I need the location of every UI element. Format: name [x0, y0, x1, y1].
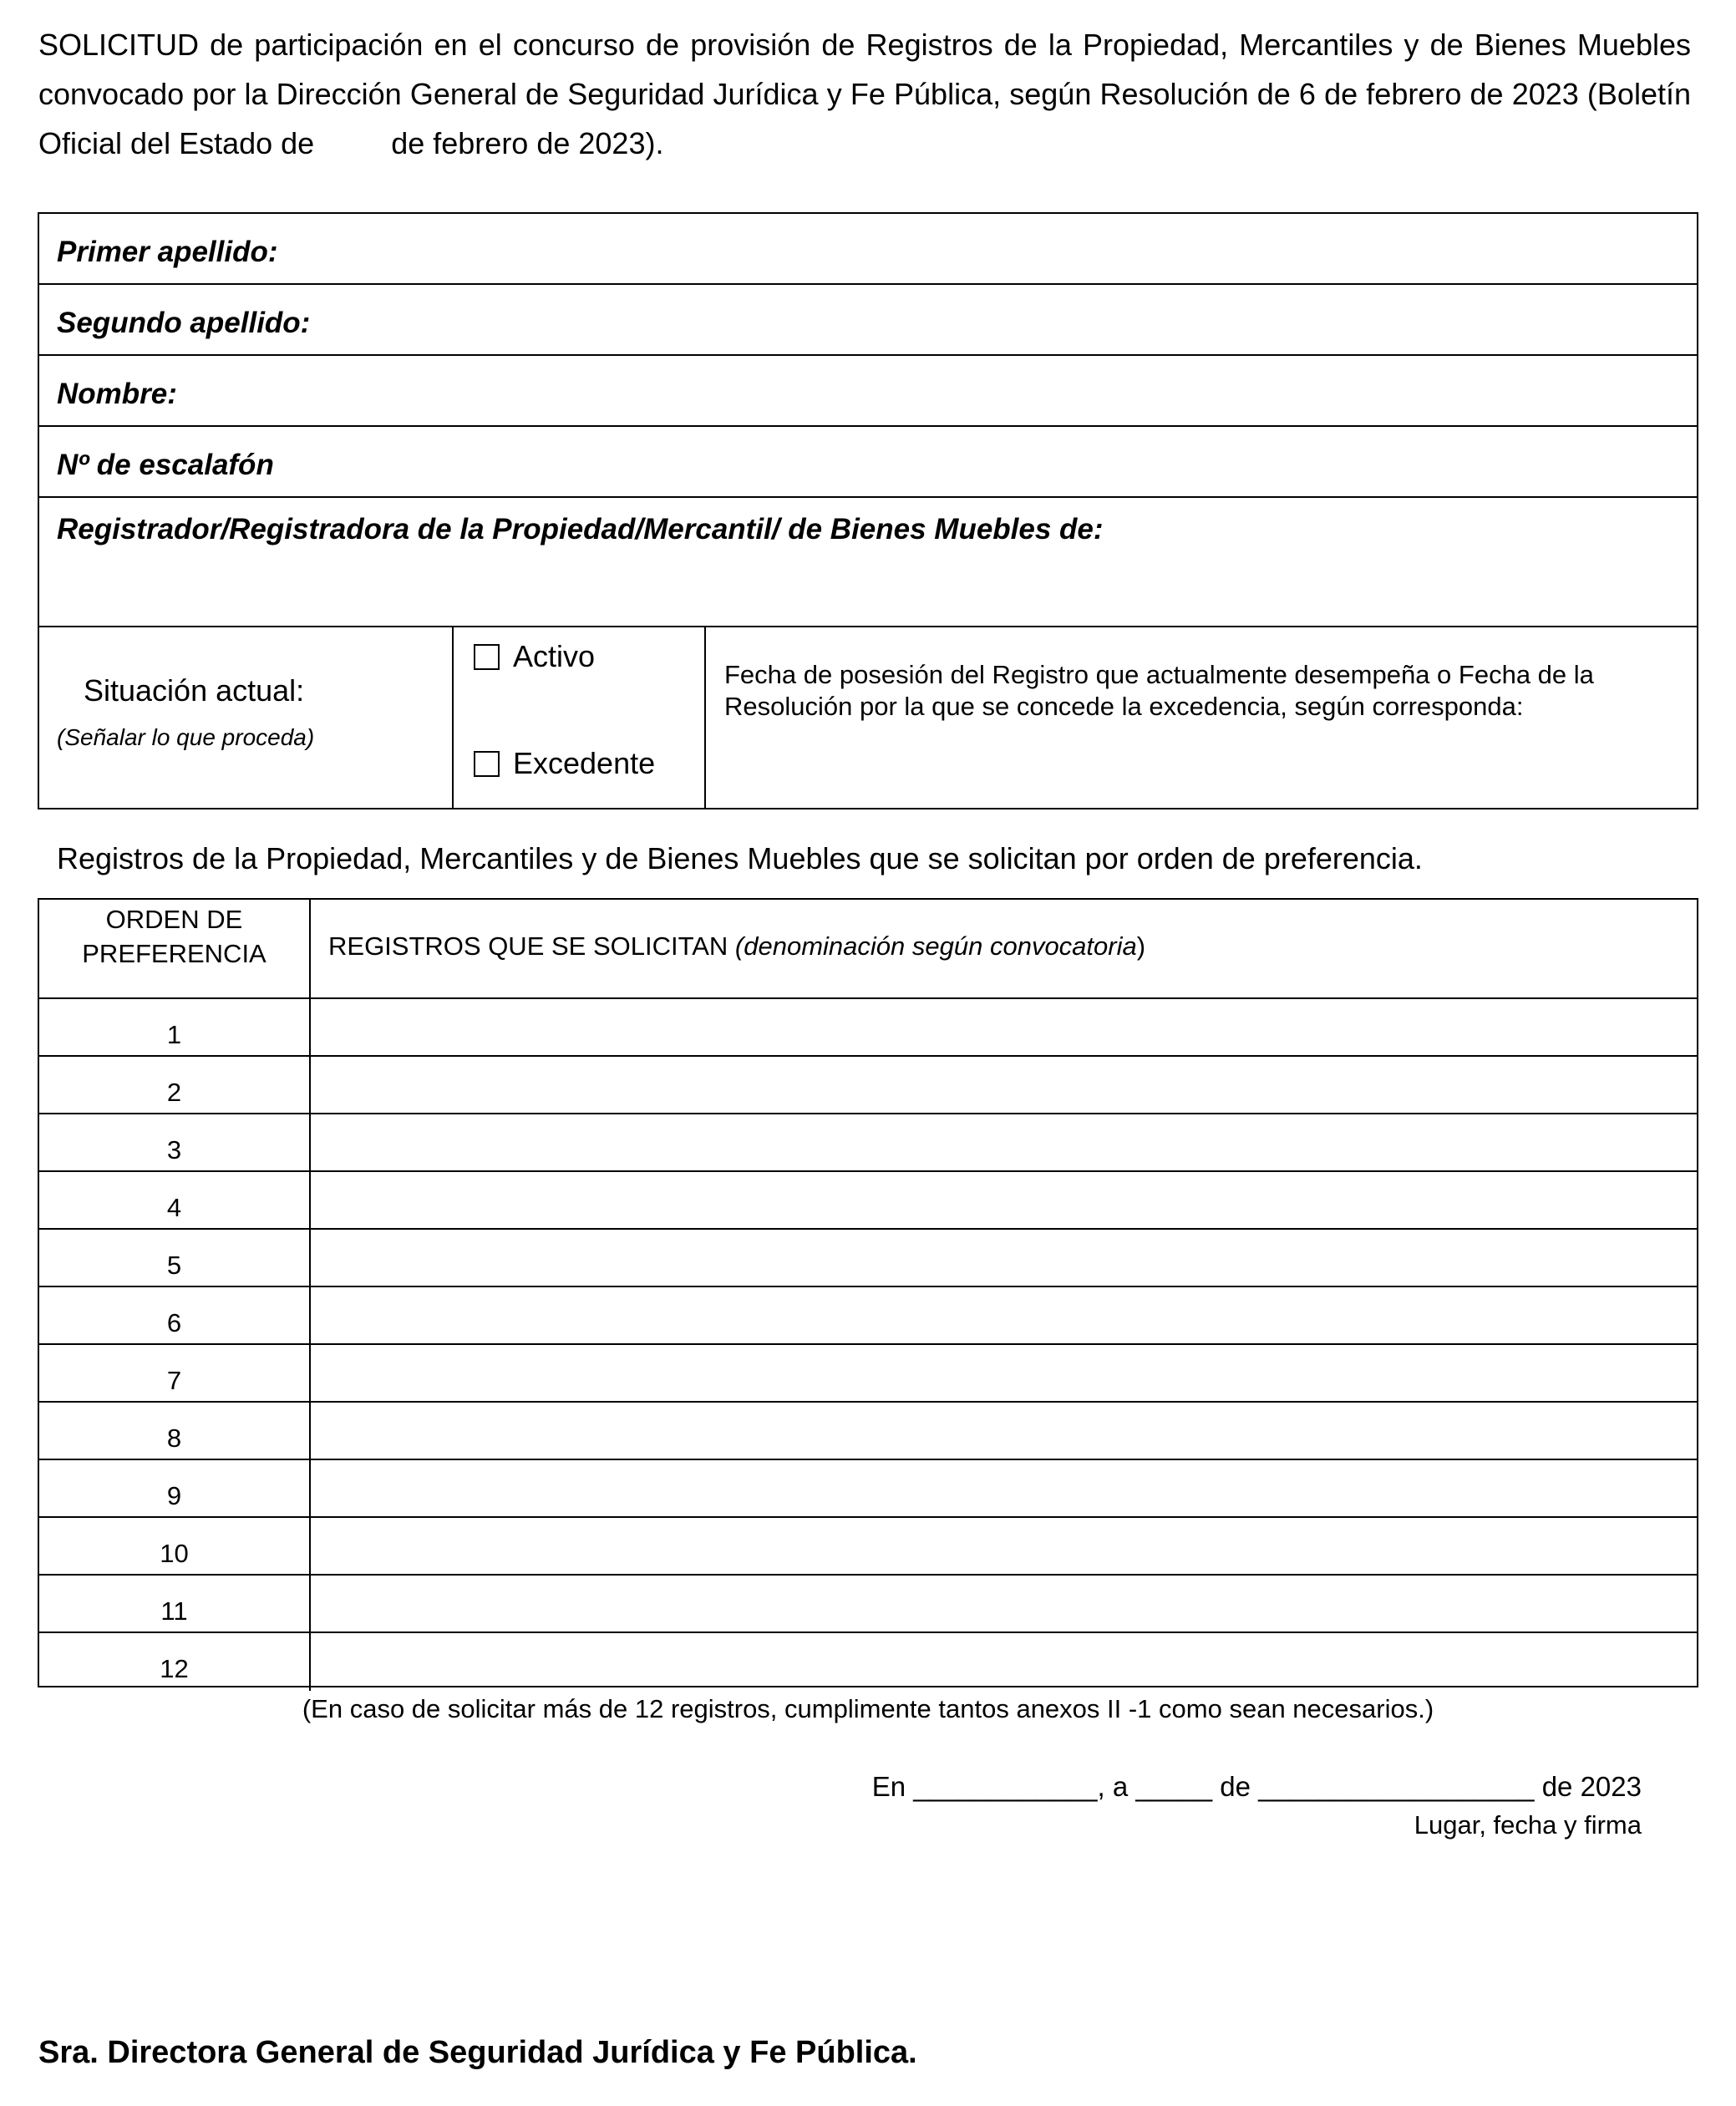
table-header — [39, 900, 1697, 999]
col-registros-label: REGISTROS QUE SE SOLICITAN — [328, 931, 728, 961]
primer-apellido-field[interactable] — [39, 214, 1697, 285]
table-row — [39, 1057, 1697, 1114]
excedente-label: Excedente — [513, 746, 656, 780]
table-row — [39, 1114, 1697, 1172]
nombre-field[interactable] — [39, 356, 1697, 427]
registro-entry-cell[interactable] — [311, 1114, 1697, 1170]
fecha-cell[interactable] — [706, 627, 1697, 808]
table-row — [39, 1576, 1697, 1633]
registrador-field[interactable] — [39, 498, 1697, 627]
col-orden-line1: ORDEN DE — [105, 905, 243, 934]
registro-entry-cell[interactable] — [311, 1576, 1697, 1632]
situacion-label-cell — [39, 627, 454, 808]
signature-block — [872, 1768, 1642, 1845]
registro-entry-cell[interactable] — [311, 1287, 1697, 1343]
row-number: 5 — [39, 1230, 311, 1286]
registros-title: Registros de la Propiedad, Mercantiles y de Bienes Muebles que se solicitan por orden de preferencia. — [57, 841, 1423, 875]
situacion-row — [39, 627, 1697, 808]
registrador-label: Registrador/Registradora de la Propiedad/Mercantil/ de Bienes Muebles de: — [57, 513, 1104, 546]
table-row — [39, 1403, 1697, 1460]
table-row — [39, 1518, 1697, 1576]
addressee: Sra. Directora General de Seguridad Jurídica y Fe Pública. — [38, 2035, 917, 2070]
table-row — [39, 1230, 1697, 1287]
col-orden-line2: PREFERENCIA — [82, 939, 266, 968]
row-number: 1 — [39, 999, 311, 1055]
intro-text-end: de febrero de 2023). — [391, 126, 664, 160]
intro-paragraph — [38, 20, 1691, 168]
signature-line[interactable]: En ____________, a _____ de __________________ de 2023 — [871, 1771, 1642, 1802]
registro-entry-cell[interactable] — [311, 1633, 1697, 1691]
registro-entry-cell[interactable] — [311, 1403, 1697, 1459]
segundo-apellido-label: Segundo apellido: — [57, 307, 311, 339]
situacion-options-cell — [454, 627, 706, 808]
row-number: 10 — [39, 1518, 311, 1574]
col-registros-close: ) — [1136, 931, 1146, 961]
row-number: 12 — [39, 1633, 311, 1691]
col-registros-header — [328, 931, 1145, 962]
nombre-label: Nombre: — [57, 378, 177, 410]
table-row — [39, 999, 1697, 1057]
segundo-apellido-field[interactable] — [39, 285, 1697, 356]
registro-entry-cell[interactable] — [311, 999, 1697, 1055]
registro-entry-cell[interactable] — [311, 1057, 1697, 1113]
excedente-option[interactable] — [474, 746, 655, 781]
registro-entry-cell[interactable] — [311, 1172, 1697, 1228]
fecha-text: Fecha de posesión del Registro que actualmente desempeña o Fecha de la Resolución por la que se concede la excedencia, según corresponda: — [724, 660, 1594, 721]
col-orden-header — [39, 900, 311, 997]
table-row — [39, 1345, 1697, 1403]
personal-data-box — [38, 212, 1698, 809]
row-number: 8 — [39, 1403, 311, 1459]
table-row — [39, 1460, 1697, 1518]
row-number: 7 — [39, 1345, 311, 1401]
primer-apellido-label: Primer apellido: — [57, 236, 278, 268]
activo-label: Activo — [513, 639, 596, 673]
situacion-title: Situación actual: — [84, 673, 305, 708]
footnote: (En caso de solicitar más de 12 registros, cumplimente tantos anexos II -1 como sean necesarios.) — [302, 1694, 1434, 1723]
row-number: 2 — [39, 1057, 311, 1113]
registro-entry-cell[interactable] — [311, 1518, 1697, 1574]
intro-text: SOLICITUD de participación en el concurso de provisión de Registros de la Propiedad, Mercantiles y de Bienes Muebles convocado por la Dirección General de Seguridad Jurídica y Fe Pública, según Resolución de 6 de febrero de 2023 (Boletín Oficial del Estado de — [38, 28, 1691, 160]
registro-entry-cell[interactable] — [311, 1345, 1697, 1401]
row-number: 3 — [39, 1114, 311, 1170]
row-number: 9 — [39, 1460, 311, 1516]
signature-caption: Lugar, fecha y firma — [1414, 1810, 1642, 1840]
registros-table — [38, 898, 1698, 1687]
table-row — [39, 1287, 1697, 1345]
situacion-note: (Señalar lo que proceda) — [57, 724, 315, 750]
row-number: 4 — [39, 1172, 311, 1228]
table-row — [39, 1633, 1697, 1691]
registro-entry-cell[interactable] — [311, 1230, 1697, 1286]
activo-checkbox[interactable] — [474, 644, 500, 670]
col-registros-note: (denominación según convocatoria — [734, 931, 1137, 961]
row-number: 11 — [39, 1576, 311, 1632]
table-row — [39, 1172, 1697, 1230]
excedente-checkbox[interactable] — [474, 751, 500, 777]
activo-option[interactable] — [474, 639, 595, 674]
row-number: 6 — [39, 1287, 311, 1343]
escalafon-field[interactable] — [39, 427, 1697, 498]
escalafon-label: Nº de escalafón — [57, 449, 274, 481]
registro-entry-cell[interactable] — [311, 1460, 1697, 1516]
